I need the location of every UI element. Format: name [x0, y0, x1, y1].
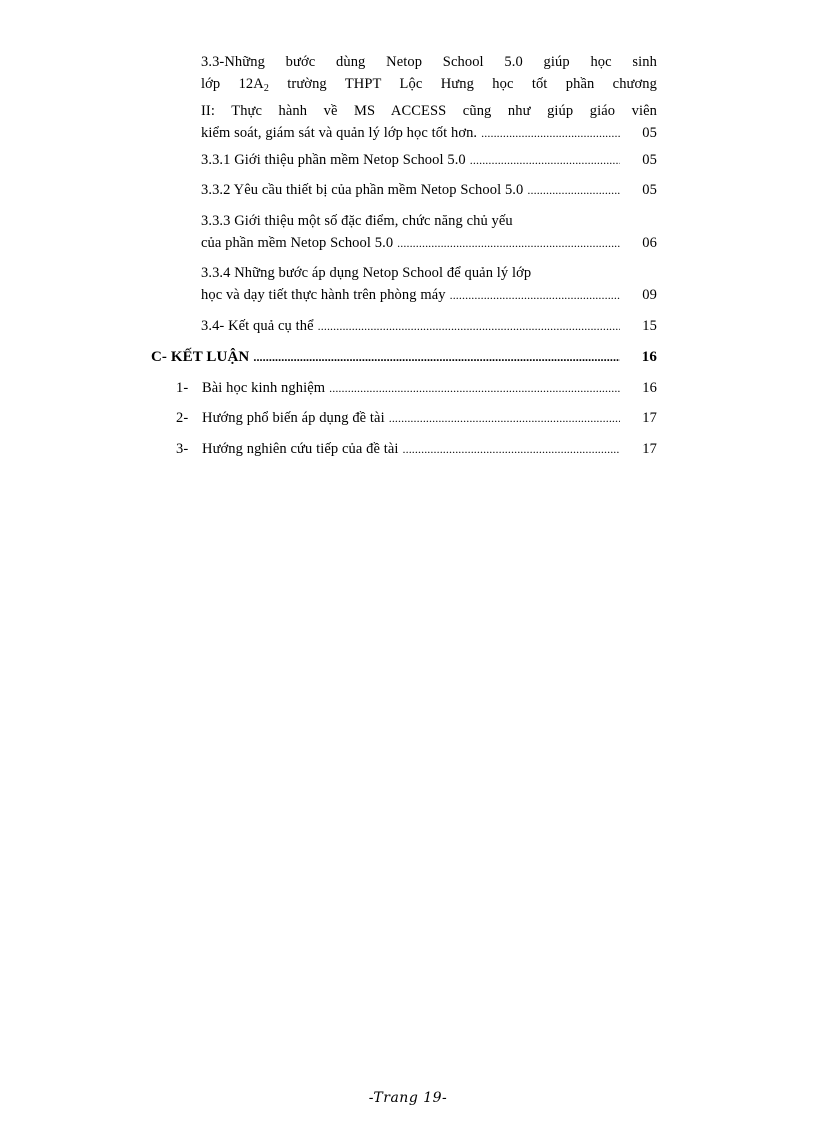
toc-entry-3-3-4-line2	[201, 284, 657, 306]
toc-leader-dots	[481, 122, 620, 144]
toc-page-number: 05	[642, 152, 657, 168]
toc-entry-3-3-3-line2-text: của phần mềm Netop School 5.0	[201, 235, 394, 251]
toc-entry-3-3-subscript: 2	[263, 83, 269, 94]
toc-entry-3-3-2-line	[201, 179, 657, 201]
toc-item-2-line	[176, 407, 657, 429]
toc-leader-dots	[318, 315, 620, 337]
toc-item-number: 1-	[176, 380, 189, 396]
toc-entry-3-3-line2-b: trường THPT Lộc Hưng học tốt phần chương	[268, 76, 657, 92]
toc-entry-3-4	[201, 315, 657, 337]
toc-item-3-label	[176, 438, 399, 460]
toc-section-c-line	[151, 346, 657, 368]
toc-entry-3-3-1-line	[201, 149, 657, 171]
toc-item-1-line	[176, 377, 657, 399]
toc-entry-3-3-2	[201, 179, 657, 201]
toc-item-1	[176, 377, 657, 399]
toc-entry-3-3-4-line1: 3.3.4 Những bước áp dụng Netop School để quản lý lớp	[201, 265, 532, 281]
toc-leader-dots	[403, 438, 621, 460]
toc-page-number: 17	[642, 441, 657, 457]
toc-entry-3-3-1-text: 3.3.1 Giới thiệu phần mềm Netop School 5.0	[201, 152, 466, 168]
toc-item-1-text: Bài học kinh nghiệm	[202, 380, 326, 396]
toc-page-number: 17	[642, 410, 657, 426]
toc-entry-3-3-4-line2-text: học và dạy tiết thực hành trên phòng máy	[201, 287, 446, 303]
toc-item-number: 3-	[176, 441, 189, 457]
toc-entry-3-3-1	[201, 149, 657, 171]
toc-page-number: 05	[642, 182, 657, 198]
toc-page-number: 15	[642, 318, 657, 334]
toc-item-3-text: Hướng nghiên cứu tiếp của đề tài	[202, 441, 399, 457]
toc-entry-3-4-text: 3.4- Kết quả cụ thể	[201, 318, 314, 334]
toc-leader-dots	[470, 149, 620, 171]
toc-leader-dots	[329, 377, 620, 399]
toc-item-2-text: Hướng phổ biến áp dụng đề tài	[202, 410, 385, 426]
toc-entry-3-3-line4	[201, 122, 657, 144]
toc-item-2-label	[176, 407, 385, 429]
toc-page-number: 05	[642, 125, 657, 141]
toc-page-number: 09	[642, 287, 657, 303]
toc-page-number: 16	[641, 349, 657, 365]
toc-leader-dots	[450, 284, 620, 306]
toc-entry-3-3-3-line2	[201, 232, 657, 254]
toc-entry-3-3-3-line1: 3.3.3 Giới thiệu một số đặc điểm, chức năng chủ yếu	[201, 213, 513, 229]
toc-entry-3-3	[201, 51, 657, 144]
toc-page-number: 06	[642, 235, 657, 251]
toc-item-3-line	[176, 438, 657, 460]
toc-item-number: 2-	[176, 410, 189, 426]
toc-item-1-label	[176, 377, 325, 399]
toc-section-c-text: C- KẾT LUẬN	[151, 349, 250, 365]
toc-entry-3-4-line	[201, 315, 657, 337]
toc-entry-3-3-line4-text: kiểm soát, giám sát và quản lý lớp học tốt hơn.	[201, 125, 478, 141]
toc-page-number: 16	[642, 380, 657, 396]
toc-section-c	[151, 346, 657, 368]
toc-entry-3-3-2-text: 3.3.2 Yêu cầu thiết bị của phần mềm Netop School 5.0	[201, 182, 524, 198]
toc-entry-3-3-line2	[201, 73, 657, 100]
toc-item-3	[176, 438, 657, 460]
toc-entry-3-3-3	[201, 210, 657, 254]
toc-leader-dots	[253, 346, 620, 368]
toc-entry-3-3-line3: II: Thực hành về MS ACCESS cũng như giúp giáo viên	[201, 103, 657, 119]
toc-item-2	[176, 407, 657, 429]
toc-leader-dots	[527, 179, 620, 201]
toc-entry-3-3-line2-a: lớp 12A	[201, 76, 264, 92]
toc-entry-3-3-line1: 3.3-Những bước dùng Netop School 5.0 giúp học sinh	[201, 54, 657, 70]
toc-entry-3-3-4	[201, 262, 657, 306]
page-footer: -Trang 19-	[368, 1090, 448, 1106]
toc-leader-dots	[397, 232, 620, 254]
toc-leader-dots	[389, 407, 620, 429]
